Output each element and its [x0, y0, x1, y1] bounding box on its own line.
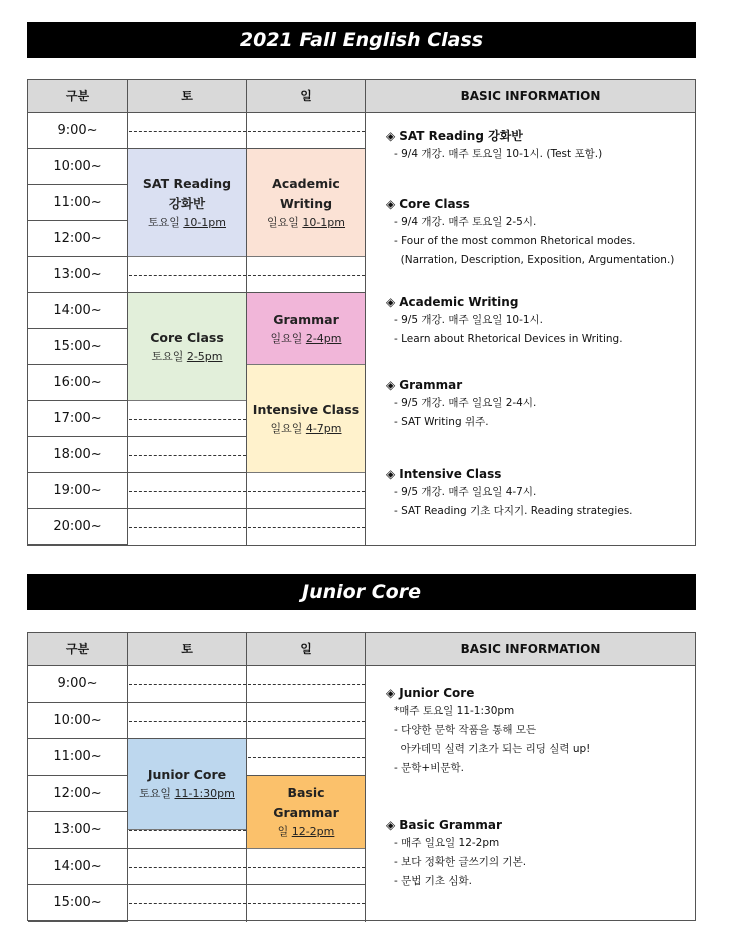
half-hour-line	[248, 757, 365, 758]
half-hour-line	[248, 131, 365, 132]
half-hour-line	[129, 527, 246, 528]
hour-line	[247, 702, 365, 703]
info-section	[386, 376, 536, 432]
info-heading-text: Core Class	[399, 197, 470, 211]
hour-line	[128, 848, 246, 849]
time-slot: 12:00~	[28, 776, 128, 813]
half-hour-line	[129, 721, 246, 722]
info-line: - 9/5 개강. 매주 일요일 4-7시.	[394, 486, 537, 498]
half-hour-line	[248, 275, 365, 276]
time-slot: 12:00~	[28, 221, 128, 257]
info-heading	[386, 376, 536, 394]
class-block-hours: 2-4pm	[305, 331, 342, 345]
class-block	[128, 739, 246, 830]
junior-title-bar	[27, 574, 696, 610]
time-slot: 9:00~	[28, 666, 128, 703]
class-block-title: Junior Core	[147, 767, 227, 783]
time-slot: 15:00~	[28, 885, 128, 922]
class-block-title: Grammar	[273, 804, 339, 820]
diamond-bullet-icon: ◈	[386, 818, 396, 832]
half-hour-line	[129, 830, 246, 831]
info-section	[386, 195, 674, 270]
info-heading	[386, 293, 623, 311]
class-block-time: 일요일 10-1pm	[266, 215, 346, 229]
column-divider	[365, 666, 366, 922]
info-line: - Learn about Rhetorical Devices in Writing.	[394, 333, 623, 345]
class-block	[247, 149, 365, 257]
half-hour-line	[129, 131, 246, 132]
info-section	[386, 684, 590, 778]
class-block-title: 강화반	[168, 195, 206, 211]
half-hour-line	[248, 491, 365, 492]
info-heading-text: Academic Writing	[399, 295, 519, 309]
info-heading-text: SAT Reading 강화반	[399, 129, 523, 143]
class-block-hours: 10-1pm	[302, 215, 346, 229]
half-hour-line	[248, 903, 365, 904]
diamond-bullet-icon: ◈	[386, 197, 396, 211]
info-line: - 매주 일요일 12-2pm	[394, 837, 500, 849]
info-line: *매주 토요일 11-1:30pm	[394, 705, 515, 717]
info-heading-text: Basic Grammar	[399, 818, 502, 832]
hour-line	[128, 508, 246, 509]
class-block-title: Grammar	[273, 311, 339, 327]
time-slot: 14:00~	[28, 849, 128, 886]
hour-line	[247, 508, 365, 509]
diamond-bullet-icon: ◈	[386, 378, 396, 392]
time-slot: 19:00~	[28, 473, 128, 509]
half-hour-line	[129, 419, 246, 420]
class-block	[247, 293, 365, 365]
hour-line	[128, 472, 246, 473]
column-divider	[365, 113, 366, 545]
header-time: 구분	[28, 80, 128, 113]
header-sunday: 일	[247, 80, 366, 113]
info-section	[386, 816, 526, 891]
hour-line	[247, 738, 365, 739]
time-slot: 20:00~	[28, 509, 128, 545]
time-slot: 10:00~	[28, 149, 128, 185]
hour-line	[247, 884, 365, 885]
info-heading	[386, 465, 633, 483]
info-heading-text: Junior Core	[399, 686, 475, 700]
half-hour-line	[248, 867, 365, 868]
time-slot: 14:00~	[28, 293, 128, 329]
class-block	[128, 293, 246, 401]
class-block-hours: 12-2pm	[291, 824, 335, 838]
info-heading	[386, 195, 674, 213]
class-block	[247, 776, 365, 849]
class-block-hours: 4-7pm	[305, 421, 342, 435]
diamond-bullet-icon: ◈	[386, 129, 396, 143]
time-slot: 9:00~	[28, 113, 128, 149]
info-line: 아카데믹 실력 기초가 되는 리딩 실력 up!	[394, 743, 591, 755]
class-block-hours: 11-1:30pm	[174, 787, 235, 801]
info-line: - 9/5 개강. 매주 일요일 2-4시.	[394, 397, 537, 409]
half-hour-line	[129, 903, 246, 904]
info-line: - 9/4 개강. 매주 토요일 2-5시.	[394, 216, 537, 228]
half-hour-line	[129, 867, 246, 868]
info-heading	[386, 816, 526, 834]
class-block-time: 토요일 11-1:30pm	[139, 787, 235, 801]
class-block	[128, 149, 246, 257]
half-hour-line	[248, 527, 365, 528]
info-line: - 문학+비문학.	[394, 762, 464, 774]
time-slot: 15:00~	[28, 329, 128, 365]
hour-line	[128, 702, 246, 703]
time-slot: 16:00~	[28, 365, 128, 401]
info-line: - 9/4 개강. 매주 토요일 10-1시. (Test 포함.)	[394, 148, 603, 160]
half-hour-line	[248, 721, 365, 722]
info-heading	[386, 127, 602, 145]
info-line: - 9/5 개강. 매주 일요일 10-1시.	[394, 314, 544, 326]
junior-schedule-table	[27, 632, 696, 921]
info-section	[386, 465, 633, 521]
class-block-time: 일 12-2pm	[277, 824, 335, 838]
hour-line	[128, 436, 246, 437]
info-heading-text: Intensive Class	[399, 467, 502, 481]
info-line: - 보다 정확한 글쓰기의 기본.	[394, 856, 527, 868]
info-section	[386, 127, 602, 164]
time-slot: 13:00~	[28, 812, 128, 849]
header-saturday: 토	[128, 80, 247, 113]
time-slot: 18:00~	[28, 437, 128, 473]
time-slot: 13:00~	[28, 257, 128, 293]
class-block-title: Writing	[279, 195, 333, 211]
class-block-title: SAT Reading	[142, 175, 232, 191]
fall-info-panel	[366, 113, 695, 545]
class-block-hours: 10-1pm	[183, 215, 227, 229]
class-block-title: Core Class	[150, 329, 224, 345]
info-line: (Narration, Description, Exposition, Argumentation.)	[394, 254, 675, 266]
time-slot: 11:00~	[28, 739, 128, 776]
info-heading-text: Grammar	[399, 378, 463, 392]
fall-title-bar	[27, 22, 696, 58]
class-block-time: 토요일 2-5pm	[151, 349, 223, 363]
header-basic-information: BASIC INFORMATION	[366, 80, 695, 113]
info-line: - SAT Writing 위주.	[394, 416, 489, 428]
class-block-hours: 2-5pm	[186, 349, 223, 363]
class-block-title: Academic	[272, 175, 340, 191]
header-sunday: 일	[247, 633, 366, 666]
info-section	[386, 293, 623, 349]
hour-line	[128, 884, 246, 885]
half-hour-line	[129, 455, 246, 456]
half-hour-line	[248, 684, 365, 685]
diamond-bullet-icon: ◈	[386, 295, 396, 309]
half-hour-line	[129, 684, 246, 685]
class-block-time: 일요일 2-4pm	[270, 331, 342, 345]
class-block-title: Intensive Class	[252, 401, 360, 417]
diamond-bullet-icon: ◈	[386, 467, 396, 481]
class-block-time: 토요일 10-1pm	[147, 215, 227, 229]
fall-schedule-table	[27, 79, 696, 546]
header-time: 구분	[28, 633, 128, 666]
header-saturday: 토	[128, 633, 247, 666]
time-slot: 17:00~	[28, 401, 128, 437]
class-block-title: Basic	[287, 784, 325, 800]
info-line: - 다양한 문학 작품을 통해 모든	[394, 724, 537, 736]
junior-info-panel	[366, 666, 695, 920]
half-hour-line	[129, 275, 246, 276]
class-block-time: 일요일 4-7pm	[270, 421, 342, 435]
diamond-bullet-icon: ◈	[386, 686, 396, 700]
time-slot: 11:00~	[28, 185, 128, 221]
header-basic-information: BASIC INFORMATION	[366, 633, 695, 666]
info-line: - Four of the most common Rhetorical modes.	[394, 235, 636, 247]
half-hour-line	[129, 491, 246, 492]
fall-title: 2021 Fall English Class	[239, 29, 484, 51]
info-line: - 문법 기초 심화.	[394, 875, 472, 887]
info-heading	[386, 684, 590, 702]
class-block	[247, 365, 365, 473]
info-line: - SAT Reading 기초 다지기. Reading strategies.	[394, 505, 633, 517]
time-slot: 10:00~	[28, 703, 128, 740]
junior-title: Junior Core	[302, 581, 421, 603]
